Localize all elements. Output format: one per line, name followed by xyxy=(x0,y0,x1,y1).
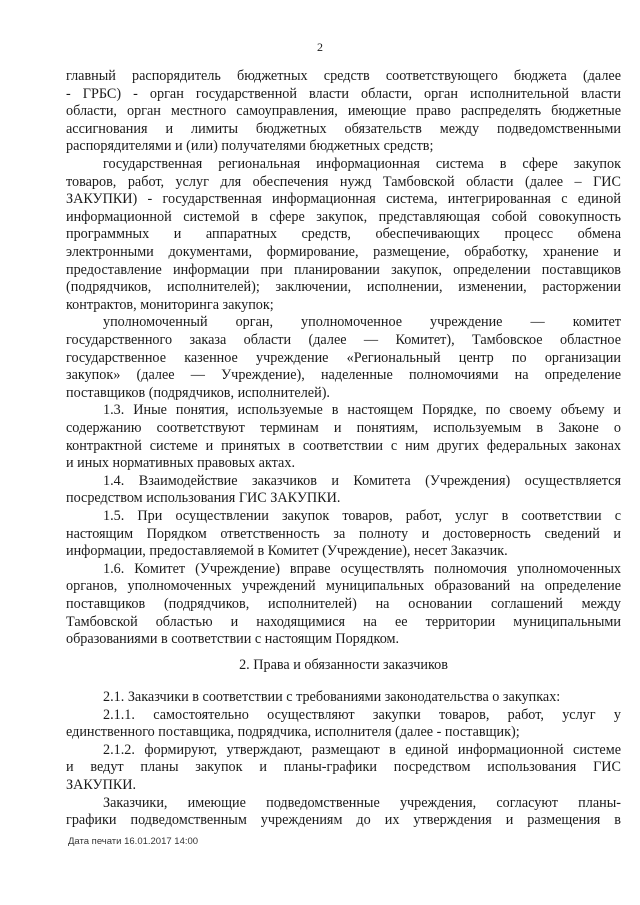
text-line: контрактной системе и принятых в соответствии с ним других федеральных законах xyxy=(66,437,621,454)
text-line: 2.1. Заказчики в соответствии с требованиями законодательства о закупках: xyxy=(103,689,561,705)
text-line: государственная региональная информационная система в сфере закупок xyxy=(103,156,621,172)
text-line: Тамбовской областью и находящимися на ее территории муниципальными xyxy=(66,613,621,630)
page-number: 2 xyxy=(317,40,323,54)
text-line: государственного заказа области (далее — Комитет), Тамбовское областное xyxy=(66,332,621,348)
print-date-footer: Дата печати 16.01.2017 14:00 xyxy=(68,836,199,847)
text-line: 1.4. Взаимодействие заказчиков и Комитета (Учреждения) осуществляется xyxy=(103,472,621,489)
text-line: ЗАКУПКИ) - государственная информационная система, интегрированная с единой xyxy=(66,191,621,208)
text-line: программных и аппаратных средств, обеспечивающих процесс обмена xyxy=(66,226,621,243)
text-line: уполномоченный орган, уполномоченное учреждение — комитет xyxy=(103,314,621,331)
text-line: ассигнования и лимиты бюджетных обязательств между подведомственными xyxy=(66,120,621,137)
text-line: 2.1.2. формируют, утверждают, размещают в единой информационной системе xyxy=(103,741,621,758)
text-line: 2.1.1. самостоятельно осуществляют закупки товаров, работ, услуг у xyxy=(103,706,621,723)
text-line: (подрядчиков, исполнителей); заключении, исполнении, изменении, расторжении xyxy=(66,279,621,296)
text-line: поставщиков (подрядчиков, исполнителей). xyxy=(66,384,330,401)
text-line: информации, предоставляемой в Комитет (Учреждение), несет Заказчик. xyxy=(66,543,508,560)
text-line: государственное казенное учреждение «Региональный центр по организации xyxy=(66,349,621,366)
text-line: 1.6. Комитет (Учреждение) вправе осуществлять полномочия уполномоченных xyxy=(103,560,621,577)
text-line: - ГРБС) - орган государственной власти области, орган исполнительной власти xyxy=(66,85,621,102)
text-line: единственного поставщика, подрядчика, исполнителя (далее - поставщик); xyxy=(66,724,520,741)
text-line: электронными документами, формирование, размещение, обработку, хранение и xyxy=(66,244,621,260)
section-heading: 2. Права и обязанности заказчиков xyxy=(239,657,448,673)
text-line: 1.3. Иные понятия, используемые в настоящем Порядке, по своему объему и xyxy=(103,402,621,419)
text-line: посредством использования ГИС ЗАКУПКИ. xyxy=(66,490,341,507)
text-line: распорядителями и (или) получателями бюджетных средств; xyxy=(66,138,434,155)
text-line: образованиями в соответствии с настоящим Порядком. xyxy=(66,631,400,648)
text-line: области, орган местного самоуправления, имеющие право распределять бюджетные xyxy=(66,103,621,120)
text-line: содержанию соответствуют терминам и понятиям, используемым в Законе о xyxy=(66,420,621,436)
text-line: органов, уполномоченных учреждений муниципальных образований на определение xyxy=(66,578,621,595)
text-line: ЗАКУПКИ. xyxy=(66,777,137,793)
text-line: информационной системой в сфере закупок, представляющая собой совокупность xyxy=(66,208,621,225)
text-line: главный распорядитель бюджетных средств соответствующего бюджета (далее xyxy=(66,68,621,84)
text-line: контрактов, мониторинга закупок; xyxy=(66,296,274,313)
text-line: предоставление информации при планировании закупок, определении поставщиков xyxy=(66,261,621,278)
text-line: закупок» (далее — Учреждение), наделенные полномочиями на определение xyxy=(66,367,621,384)
text-line: и иных нормативных правовых актах. xyxy=(66,455,295,472)
text-line: товаров, работ, услуг для обеспечения нужд Тамбовской области (далее – ГИС xyxy=(66,173,621,190)
text-line: графики подведомственным учреждениям до их утверждения и размещения в xyxy=(66,812,621,829)
text-line: Заказчики, имеющие подведомственные учреждения, согласуют планы- xyxy=(103,794,621,811)
text-line: и ведут планы закупок и планы-графики посредством использования ГИС xyxy=(66,759,621,776)
text-line: настоящим Порядком ответственность за полноту и достоверность сведений и xyxy=(66,525,621,542)
text-line: поставщиков (подрядчиков, исполнителей) на основании соглашений между xyxy=(66,596,621,612)
text-line: 1.5. При осуществлении закупок товаров, работ, услуг в соответствии с xyxy=(103,508,621,524)
